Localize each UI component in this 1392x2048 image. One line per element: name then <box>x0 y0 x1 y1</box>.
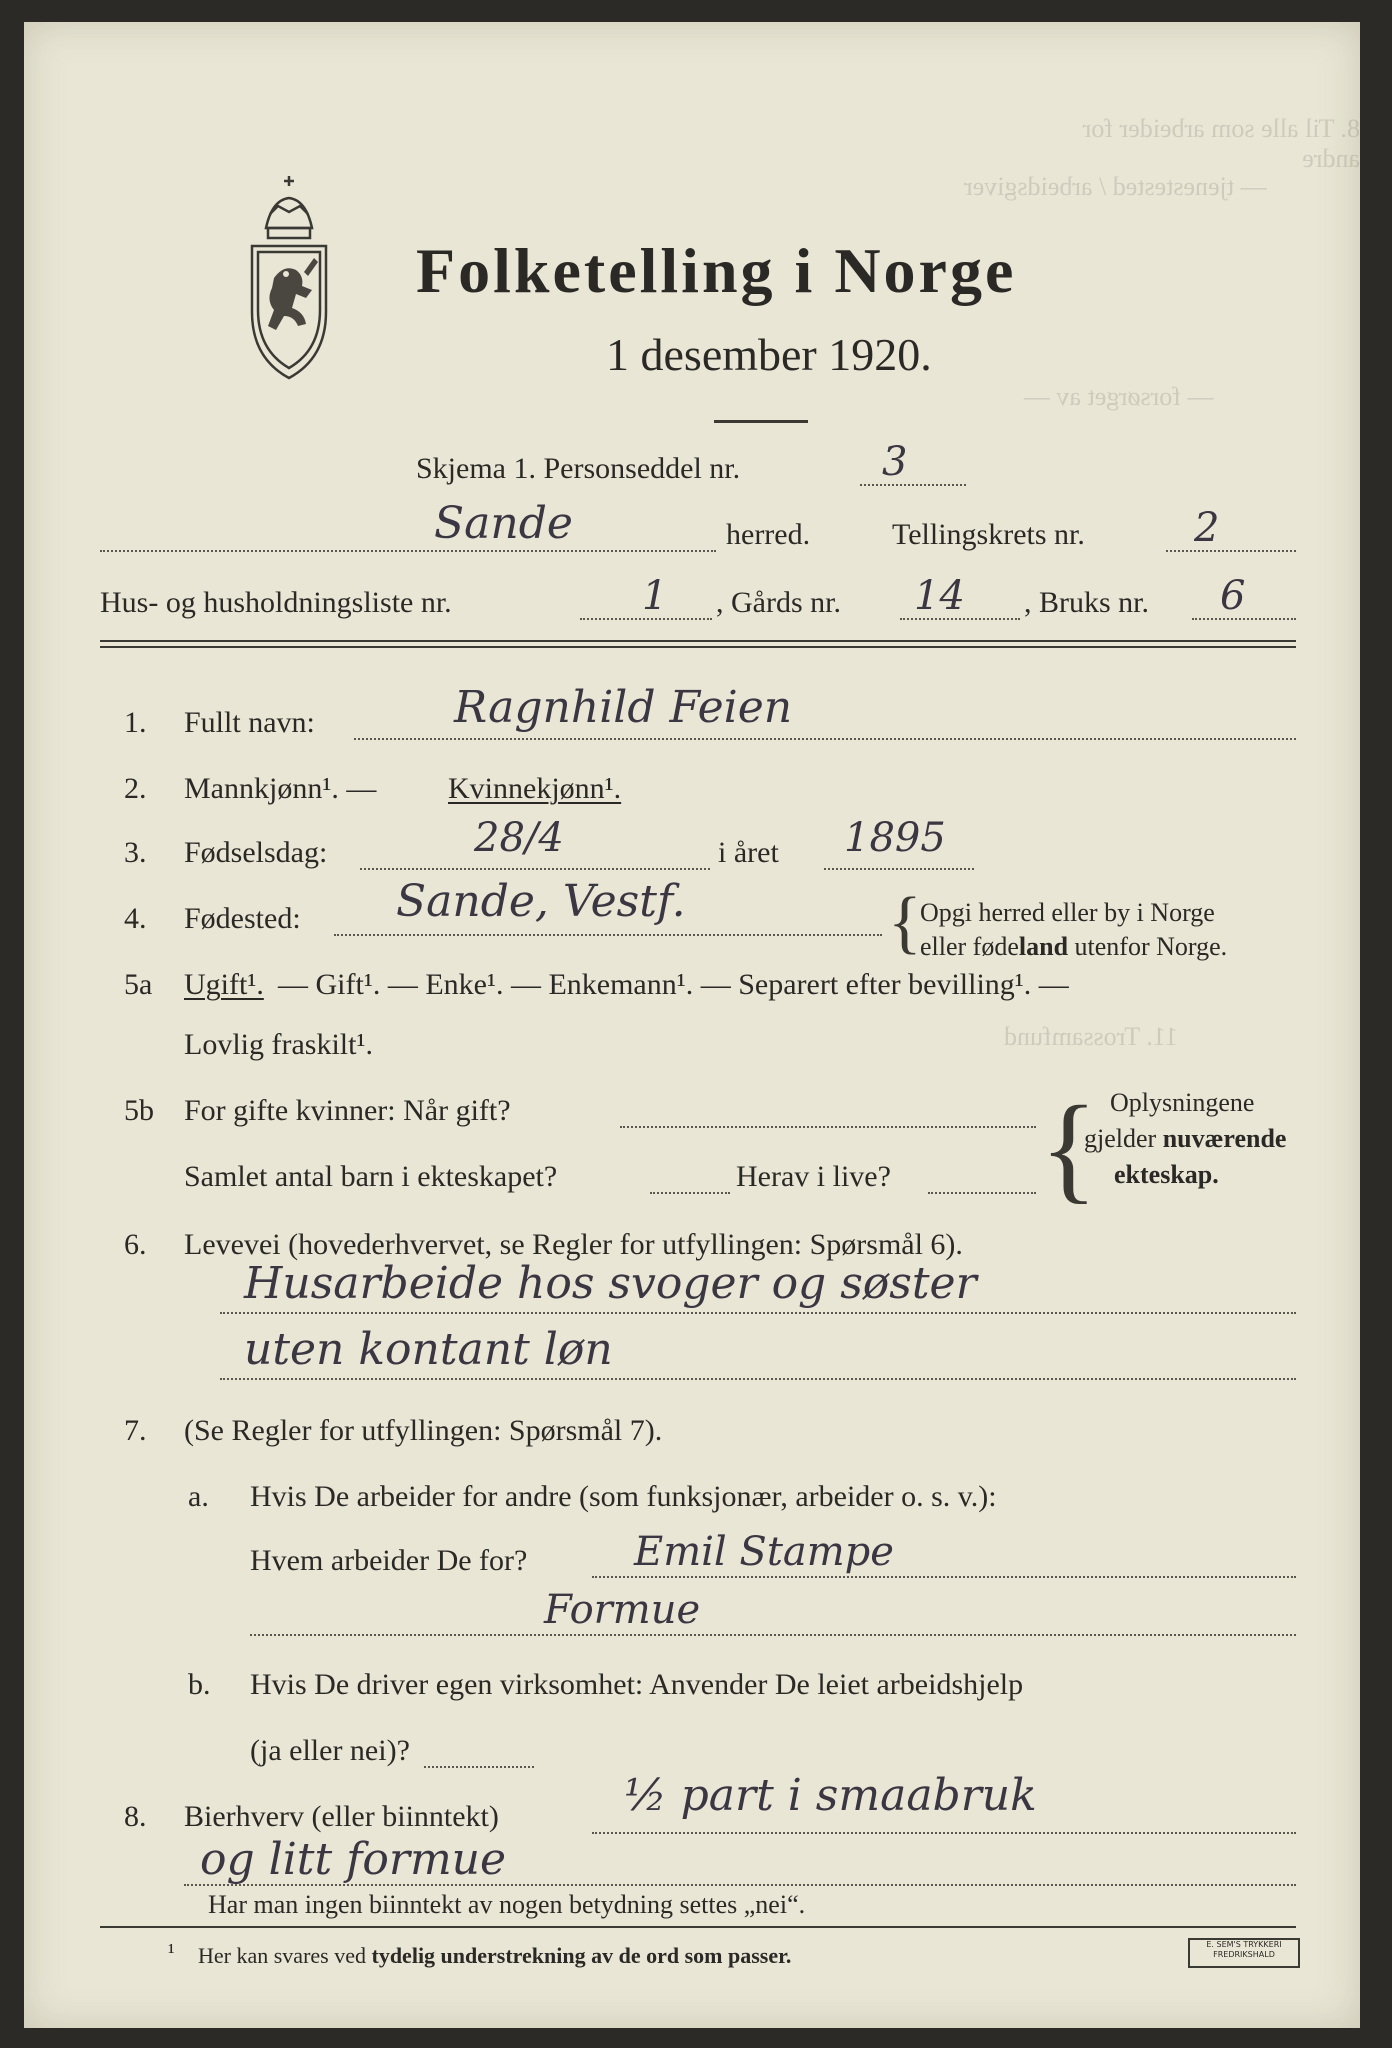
footnote-text: Her kan svares ved tydelig understrekning av de ord som passer. <box>198 1943 792 1968</box>
bruks-value[interactable]: 6 <box>1220 573 1246 619</box>
tellingskrets-value[interactable]: 2 <box>1194 505 1220 551</box>
gards-value[interactable]: 14 <box>914 573 965 619</box>
side-income-value-1[interactable]: ½ part i smaabruk <box>624 1770 1037 1821</box>
q7b-number: b. <box>188 1668 211 1701</box>
occupation-value-1[interactable]: Husarbeide hos svoger og søster <box>244 1258 977 1309</box>
marital-options[interactable]: — Gift¹. — Enke¹. — Enkemann¹. — Separert efter bevilling¹. — <box>278 968 1069 1001</box>
gards-label: , Gårds nr. <box>716 586 841 619</box>
herred-value[interactable]: Sande <box>434 498 573 549</box>
q5b-number: 5b <box>124 1094 154 1127</box>
hired-help-line[interactable] <box>424 1766 534 1768</box>
gender-female-option[interactable]: Kvinnekjønn¹. <box>448 772 622 805</box>
q3-number: 3. <box>124 836 147 869</box>
title-divider <box>714 420 808 423</box>
q8-line-1 <box>592 1832 1296 1834</box>
q6-number: 6. <box>124 1228 147 1261</box>
q3-year-line <box>824 868 974 870</box>
herred-label: herred. <box>726 518 811 551</box>
herred-line <box>100 550 716 552</box>
birthday-value[interactable]: 28/4 <box>474 815 564 861</box>
footnote-rule <box>100 1926 1296 1928</box>
husholdningsliste-value[interactable]: 1 <box>642 573 668 619</box>
norwegian-lion-coat-of-arms-icon <box>246 170 332 388</box>
q3-line <box>360 868 710 870</box>
bruks-label: , Bruks nr. <box>1024 586 1150 619</box>
q8-number: 8. <box>124 1800 147 1833</box>
printer-stamp: E. SEM'S TRYKKERI FREDRIKSHALD <box>1188 1938 1300 1968</box>
q5b-label-3: Herav i live? <box>736 1160 891 1193</box>
q7b-label: Hvis De driver egen virksomhet: Anvender De leiet arbeidshjelp <box>250 1668 1024 1701</box>
employer-value[interactable]: Emil Stampe <box>634 1529 894 1575</box>
census-form-sheet: 8. Til alle som arbeider for andre — tjenestested / arbeidsgiver — forsørget av — 11. Trossamfund Folketelling i Norge 1 desember 1920. Skjema 1. Personseddel nr. 3 Sande herred. Tellingskrets nr. 2 Hus- og husholdningsliste nr. 1 , Gårds nr. 14 , Bruks nr. 6 1. Fullt navn: Ragnhild Feien 2. Mannkjønn¹. — Kvinnekjønn¹. 3. Fødselsdag: 28/4 i året 1895 4. Fødested: Sande, Vestf. { Opgi herred eller by i Norge eller fødeland utenfor Norge. 5a Ugift¹. — Gift¹. — Enke¹. — Enkemann¹. — Separert efter bevilling¹. — Lovlig fraskilt¹. 5b For gifte kvinner: Når gift? Samlet antal barn i ekteskapet? Herav i live? { Oplysningene gjelder nuværende ekteskap. 6. Levevei (hovederhvervet, se Regler for utfyllingen: Spørsmål 6). Husarbeide hos svoger og søster uten kontant løn 7. (Se Regler for utfyllingen: Spørsmål 7). a. Hvis De arbeider for andre (som funksjonær, arbeider o. s. v.): Hvem arbeider De for? Emil Stampe Formue b. Hvis De driver egen virksomhet: Anvender De leiet arbeidshjelp (ja eller nei)? 8. Bierhverv (eller biinntekt) ½ part i smaabruk og litt formue Har man ingen biinntekt av nogen betydning settes „nei“. ¹ Her kan svares ved tydelig understrekning av de ord som passer. E. SEM'S TRYKKERI FREDRIKSHALD <box>24 22 1360 2028</box>
q5b-note-2: gjelder nuværende <box>1084 1124 1287 1153</box>
q4-label: Fødested: <box>184 902 301 935</box>
q6-line-2 <box>220 1378 1296 1380</box>
q8-note: Har man ingen biinntekt av nogen betydning settes „nei“. <box>208 1890 806 1919</box>
q7a-number: a. <box>188 1480 209 1513</box>
footnote-mark: ¹ <box>168 1939 175 1964</box>
q8-label: Bierhverv (eller biinntekt) <box>184 1800 499 1833</box>
q4-number: 4. <box>124 902 147 935</box>
q4-line <box>334 934 882 936</box>
husholdningsliste-label: Hus- og husholdningsliste nr. <box>100 586 452 619</box>
children-alive-line[interactable] <box>928 1192 1036 1194</box>
skjema-label: Skjema 1. Personseddel nr. <box>416 452 741 485</box>
q5b-note-3: ekteskap. <box>1114 1160 1219 1189</box>
census-date: 1 desember 1920. <box>606 329 932 380</box>
q6-label: Levevei (hovederhvervet, se Regler for utfyllingen: Spørsmål 6). <box>184 1228 963 1261</box>
q1-line <box>354 738 1296 740</box>
tellingskrets-label: Tellingskrets nr. <box>892 518 1085 551</box>
q1-number: 1. <box>124 706 147 739</box>
q6-line-1 <box>220 1312 1296 1314</box>
occupation-value-2[interactable]: uten kontant løn <box>244 1324 613 1375</box>
full-name-value[interactable]: Ragnhild Feien <box>454 682 793 733</box>
q7a-label: Hvis De arbeider for andre (som funksjonær, arbeider o. s. v.): <box>250 1480 997 1513</box>
q5b-brace: { <box>1040 1081 1098 1214</box>
birth-year-value[interactable]: 1895 <box>844 815 946 861</box>
q7-number: 7. <box>124 1414 147 1447</box>
form-title: Folketelling i Norge <box>416 235 1017 306</box>
q2-number: 2. <box>124 772 147 805</box>
birthplace-value[interactable]: Sande, Vestf. <box>396 876 686 927</box>
personseddel-line <box>860 484 966 486</box>
gender-male-option[interactable]: Mannkjønn¹. — <box>184 772 377 805</box>
q4-brace: { <box>888 884 922 961</box>
q7b-label-2: (ja eller nei)? <box>250 1734 410 1767</box>
q7a-line-2 <box>250 1634 1296 1636</box>
q4-note-2: eller fødeland utenfor Norge. <box>920 932 1228 961</box>
q3-year-label: i året <box>718 836 779 869</box>
married-when-line[interactable] <box>620 1126 1036 1128</box>
q5b-note-1: Oplysningene <box>1110 1088 1255 1117</box>
header-double-rule <box>100 640 1296 648</box>
q5b-label-2: Samlet antal barn i ekteskapet? <box>184 1160 558 1193</box>
marital-fraskilt-option[interactable]: Lovlig fraskilt¹. <box>184 1028 373 1061</box>
personseddel-value[interactable]: 3 <box>882 439 908 485</box>
q5a-number: 5a <box>124 968 153 1001</box>
tellingskrets-line <box>1166 550 1296 552</box>
children-count-line[interactable] <box>650 1192 730 1194</box>
q4-note-1: Opgi herred eller by i Norge <box>920 898 1215 927</box>
q7-label: (Se Regler for utfyllingen: Spørsmål 7). <box>184 1414 663 1447</box>
q1-label: Fullt navn: <box>184 706 315 739</box>
q3-label: Fødselsdag: <box>184 836 328 869</box>
marital-ugift-option[interactable]: Ugift¹. <box>184 968 264 1001</box>
side-income-value-2[interactable]: og litt formue <box>200 1834 507 1885</box>
q7a-label-2: Hvem arbeider De for? <box>250 1544 528 1577</box>
employer-place-value[interactable]: Formue <box>544 1587 701 1633</box>
q5b-label-1: For gifte kvinner: Når gift? <box>184 1094 511 1127</box>
